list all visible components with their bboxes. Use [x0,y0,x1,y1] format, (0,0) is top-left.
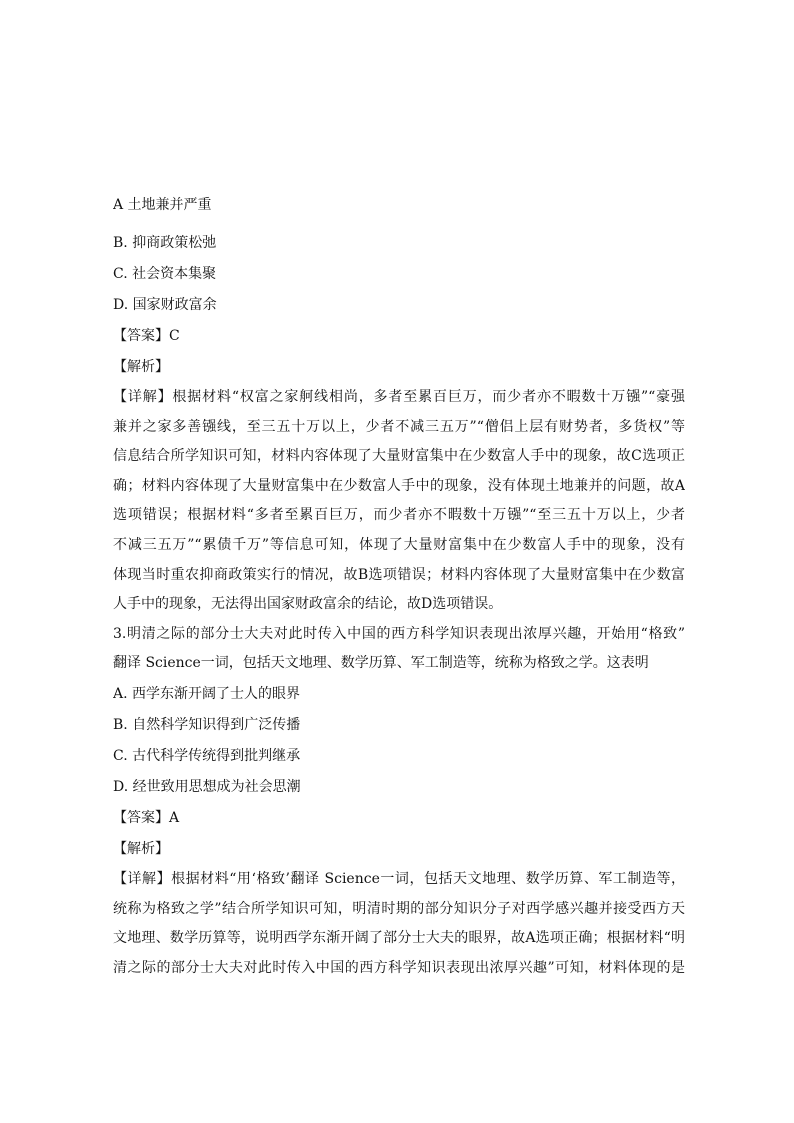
q3-option-a: A. 西学东渐开阔了士人的眼界 [113,685,301,702]
q3-detail-line: 文地理、数学历算等，说明西学东渐开阔了部分士大夫的眼界，故A选项正确；根据材料“明 [113,930,685,947]
q2-detail-line: 兼并之家多善镪线，至三五十万以上，少者不减三五万”“僧侣上层有财势者，多货权”等 [113,418,685,435]
q3-detail-line: 【详解】根据材料“用‘格致’翻译 Science一词，包括天文地理、数学历算、军工制造等， [113,870,685,887]
q2-detail-paragraph [113,383,685,620]
q3-stem-line: 翻译 Science一词，包括天文地理、数学历算、军工制造等，统称为格致之学。这表明 [113,655,649,672]
q3-option-d: D. 经世致用思想成为社会思潮 [113,778,301,795]
q2-analysis-label: 【解析】 [113,359,169,375]
q3-detail-line: 清之际的部分士大夫对此时传入中国的西方科学知识表现出浓厚兴趣”可知，材料体现的是 [113,959,685,976]
q2-detail-line: 不减三五万”“累债千万”等信息可知，体现了大量财富集中在少数富人手中的现象，没有 [113,536,685,553]
q2-answer: 【答案】C [113,328,180,344]
document-content [113,190,685,983]
q3-stem-line: 3.明清之际的部分士大夫对此时传入中国的西方科学知识表现出浓厚兴趣，开始用“格致” [113,625,685,642]
q3-detail-paragraph [113,865,685,983]
q3-option-b: B. 自然科学知识得到广泛传播 [113,716,301,733]
q2-detail-line: 信息结合所学知识可知，材料内容体现了大量财富集中在少数富人手中的现象，故C选项正 [113,448,685,465]
q2-option-c: C. 社会资本集聚 [113,266,217,282]
q3-option-c: C. 古代科学传统得到批判继承 [113,747,301,764]
q2-option-d: D. 国家财政富余 [113,297,217,313]
q2-detail-line: 人手中的现象，无法得出国家财政富余的结论，故D选项错误。 [113,596,503,613]
q3-stem [113,620,685,679]
q2-detail-line: 选项错误；根据材料“多者至累百巨万，而少者亦不暇数十万镪”“至三五十万以上，少者 [113,507,685,524]
q2-detail-line: 确；材料内容体现了大量财富集中在少数富人手中的现象，没有体现土地兼并的问题，故A [113,477,685,494]
q2-detail-line: 【详解】根据材料“权富之家舸线相尚，多者至累百巨万，而少者亦不暇数十万镪”“豪强 [113,389,685,405]
q2-option-a: A 土地兼并严重 [113,197,212,213]
q3-answer: 【答案】A [113,809,180,826]
q3-analysis-label: 【解析】 [113,840,169,857]
q2-detail-line: 体现当时重农抑商政策实行的情况，故B选项错误；材料内容体现了大量财富集中在少数富 [113,566,685,583]
q2-option-b: B. 抑商政策松弛 [113,235,217,251]
q3-detail-line: 统称为格致之学”结合所学知识可知，明清时期的部分知识分子对西学感兴趣并接受西方天 [113,900,685,917]
